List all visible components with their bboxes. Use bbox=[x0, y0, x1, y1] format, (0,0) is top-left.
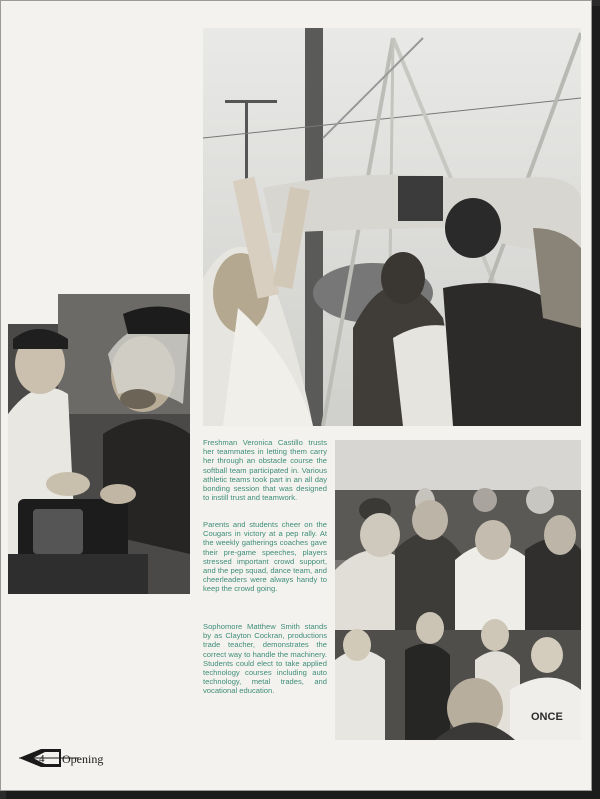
caption-shop-class: Sophomore Matthew Smith stands by as Clayton Cockran, productions trade teacher, demonstrates the correct way to handle the machinery. Students could elect to take applied technology courses including auto technology, metal trades, and vocational education. bbox=[203, 622, 327, 696]
shop-class-photo bbox=[8, 294, 190, 594]
rally-trust-photo bbox=[203, 28, 581, 426]
shirt-text: ONCE bbox=[531, 711, 563, 723]
caption-rally-trust: Freshman Veronica Castillo trusts her teammates in letting them carry her through an obstacle course the softball team participated in. Various athletic teams took part in an all day bonding session that was designed to instill trust and teamwork. bbox=[203, 438, 327, 503]
page-shadow-right bbox=[592, 6, 600, 799]
page-shadow-bottom bbox=[6, 791, 600, 799]
section-label: Opening bbox=[62, 752, 104, 766]
caption-pep-rally: Parents and students cheer on the Cougars in victory at a pep rally. At the weekly gatherings coaches gave their pre-game speeches, players stressed important crowd support, and the pep squad, dance team, and cheerleaders were always handy to keep the crowd going. bbox=[203, 520, 327, 594]
page-number: 4 bbox=[39, 753, 45, 765]
page-folio bbox=[19, 745, 139, 775]
pep-rally-photo bbox=[335, 440, 581, 740]
